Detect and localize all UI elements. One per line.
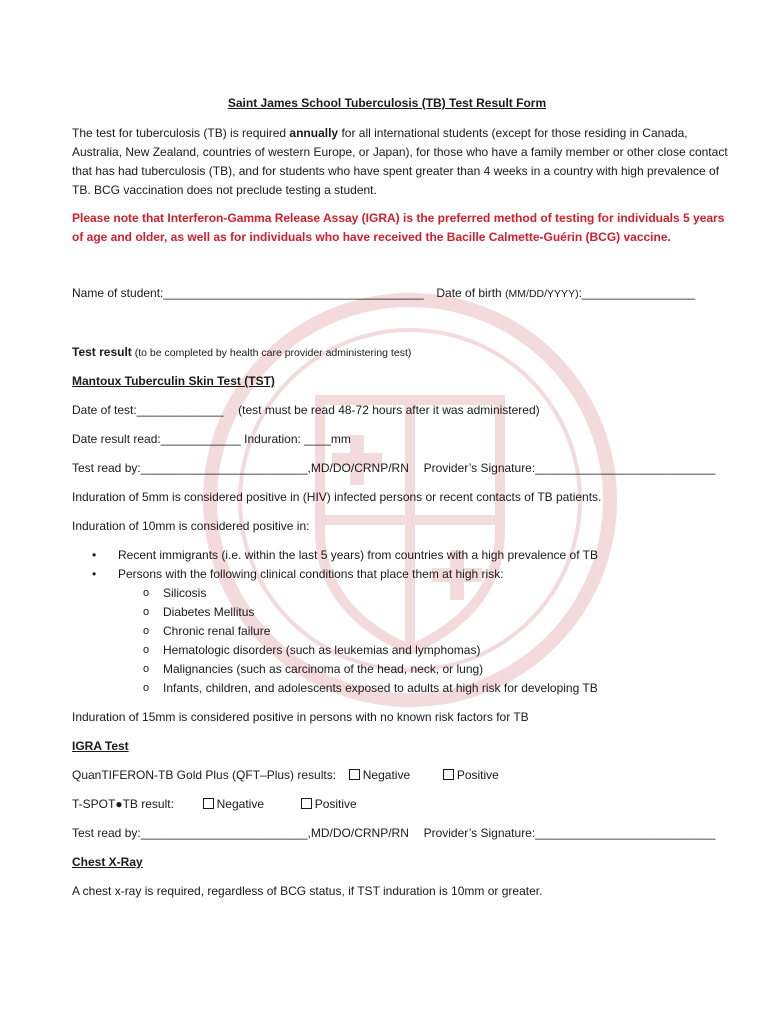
- tst-date-row: [72, 403, 540, 417]
- igra-signature-field[interactable]: Provider’s Signature:___________________________: [423, 826, 716, 840]
- igra-preference-note: Please note that Interferon-Gamma Release Assay (IGRA) is the preferred method of testing for individuals 5 years of age and older, as well as for individuals who have received the Bacille Calmette-Guérin (BCG) vaccine.: [72, 211, 725, 244]
- tst-date-read-field[interactable]: Date result read:____________ Induration: ____mm: [72, 432, 351, 446]
- induration-15mm-text: Induration of 15mm is considered positive in persons with no known risk factors for TB: [72, 710, 529, 724]
- xray-text: A chest x-ray is required, regardless of BCG status, if TST induration is 10mm or greater.: [72, 884, 543, 898]
- student-name-field[interactable]: Name of student:_______________________________________: [72, 286, 424, 300]
- tspot-positive-label: Positive: [314, 797, 357, 811]
- tspot-label: T-SPOT●TB result:: [72, 797, 174, 811]
- intro-text-bold: annually: [289, 126, 339, 140]
- list-item: [72, 546, 598, 565]
- tspot-positive-checkbox[interactable]: [301, 798, 312, 809]
- test-result-note: (to be completed by health care provider administering test): [131, 347, 412, 359]
- intro-paragraph: [72, 124, 732, 200]
- tst-date-note: (test must be read 48-72 hours after it was administered): [238, 403, 540, 417]
- quantiferon-row: [72, 768, 499, 782]
- induration-10mm-text: Induration of 10mm is considered positive in:: [72, 519, 310, 533]
- quantiferon-positive-checkbox[interactable]: [443, 769, 454, 780]
- clinical-conditions-list: [118, 584, 598, 698]
- bullet-clinical-conditions: Persons with the following clinical conditions that place them at high risk:: [118, 567, 504, 581]
- quantiferon-label: QuanTIFERON-TB Gold Plus (QFT–Plus) results:: [72, 768, 337, 782]
- tspot-negative-checkbox[interactable]: [203, 798, 214, 809]
- quantiferon-negative-label: Negative: [362, 768, 411, 782]
- list-item: o Silicosis: [118, 584, 598, 603]
- high-risk-list: [72, 546, 598, 698]
- dob-field[interactable]: :_________________: [578, 286, 696, 300]
- induration-5mm-text: Induration of 5mm is considered positive in (HIV) infected persons or recent contacts of TB patients.: [72, 490, 602, 504]
- test-result-heading: [72, 345, 411, 359]
- list-item: o Chronic renal failure: [118, 622, 598, 641]
- igra-read-by-row: [72, 826, 715, 840]
- bullet-immigrants: Recent immigrants (i.e. within the last 5 years) from countries with a high prevalence of TB: [118, 548, 598, 562]
- test-result-label: Test result: [72, 345, 132, 359]
- list-item: o Infants, children, and adolescents exposed to adults at high risk for developing TB: [118, 679, 598, 698]
- igra-read-by-field[interactable]: Test read by:_________________________,MD/DO/CRNP/RN: [72, 826, 409, 840]
- tspot-negative-label: Negative: [216, 797, 264, 811]
- tst-signature-field[interactable]: Provider’s Signature:___________________________: [423, 461, 716, 475]
- list-item: o Malignancies (such as carcinoma of the head, neck, or lung): [118, 660, 598, 679]
- dob-format: (MM/DD/YYYY): [505, 288, 579, 300]
- list-item: o Hematologic disorders (such as leukemias and lymphomas): [118, 641, 598, 660]
- quantiferon-negative-checkbox[interactable]: [349, 769, 360, 780]
- quantiferon-positive-label: Positive: [456, 768, 499, 782]
- dob-label: Date of birth: [436, 286, 506, 300]
- tst-read-by-field[interactable]: Test read by:_________________________,MD/DO/CRNP/RN: [72, 461, 409, 475]
- xray-heading: Chest X-Ray: [72, 855, 143, 869]
- list-item: o Diabetes Mellitus: [118, 603, 598, 622]
- form-title: Saint James School Tuberculosis (TB) Test Result Form: [227, 96, 547, 110]
- intro-text-before: The test for tuberculosis (TB) is required: [72, 126, 290, 140]
- tst-date-field[interactable]: Date of test:_____________: [72, 403, 224, 417]
- student-info-row: [72, 286, 695, 300]
- igra-heading: IGRA Test: [72, 739, 129, 753]
- list-item: [72, 565, 598, 698]
- tst-read-by-row: [72, 461, 715, 475]
- tspot-row: [72, 797, 357, 811]
- intro-text-after: for all international students (except for those residing in Canada, Australia, New Zealand, countries of western Europe, or Japan), for those who have a family member or other close contact that has had tuberculosis (TB), and for students who have spent greater than 4 weeks in a country with high prevalence of TB. BCG vaccination does not preclude testing a student.: [72, 126, 728, 197]
- tst-heading: Mantoux Tuberculin Skin Test (TST): [72, 374, 275, 388]
